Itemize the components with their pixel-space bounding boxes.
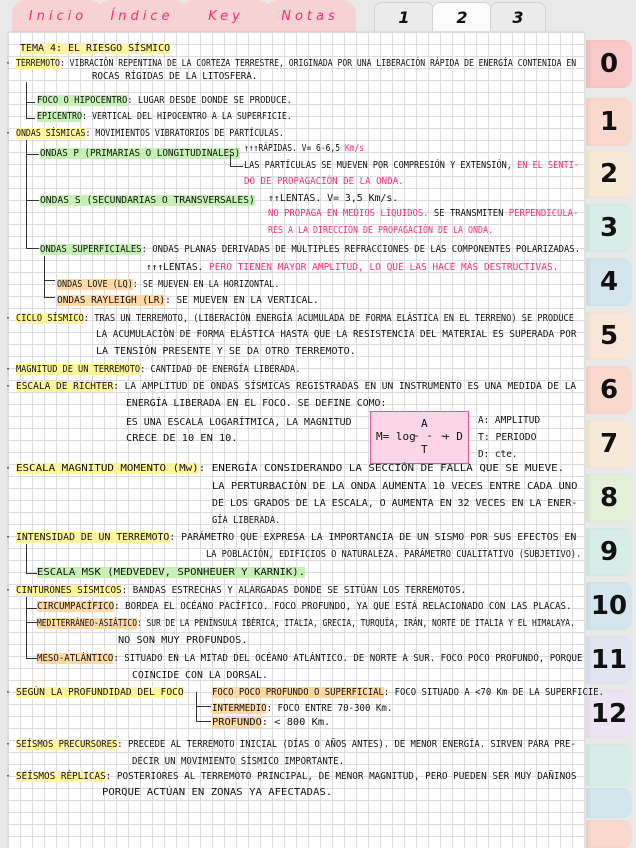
foco-profundo: PROFUNDO: < 800 Km. [212, 717, 331, 728]
intensidad-definition: INTENSIDAD DE UN TERREMOTO: PARÁMETRO QUE EXPRESA LA IMPORTANCIA DE UN SISMO POR SUS EFECTOS EN [16, 532, 577, 543]
precursores-cont: DECIR UN MOVIMIENTO SÍSMICO IMPORTANTE. [132, 756, 345, 767]
ondas-superficiales: ONDAS SUPERFICIALES: ONDAS PLANAS DERIVADAS DE MÚLTIPLES REFRACCIONES DE LAS COMPONENTES POLARIZADAS. [40, 244, 581, 255]
title: TEMA 4: EL RIESGO SÍSMICO [20, 43, 171, 54]
formula-bar: - - - [413, 429, 447, 442]
branch-arrow [230, 154, 243, 167]
legend-amplitud: A: AMPLITUD [478, 415, 541, 426]
mw-cont: LA PERTURBACIÓN DE LA ONDA AUMENTA 10 VECES ENTRE CADA UNO [212, 481, 578, 492]
bullet: · [5, 381, 12, 392]
bullet: · [5, 687, 12, 698]
mediterraneo-cont: NO SON MUY PROFUNDOS. [118, 635, 248, 646]
branch-arrow [26, 100, 35, 119]
branch-arrow [44, 256, 55, 281]
ondas-s-direction: RES A LA DIRECCIÓN DE PROPAGACIÓN DE LA ONDA. [268, 225, 493, 236]
tab-key[interactable]: Key [180, 0, 272, 32]
branch-arrow [26, 140, 39, 155]
side-tab-15[interactable] [586, 820, 632, 848]
bullet: · [5, 771, 12, 782]
side-tab-4[interactable]: 4 [586, 258, 632, 306]
circumpacifico: CIRCUMPACÍFICO: BORDEA EL OCÉANO PACÍFICO. FOCO PROFUNDO, YA QUE ESTÁ RELACIONADO CON LAS PLACAS. [37, 601, 572, 612]
escala-richter: ESCALA DE RICHTER: LA AMPLITUD DE ONDAS SÍSMICAS REGISTRADAS EN UN INSTRUMENTO ES UNA MEDIDA DE LA [16, 381, 577, 392]
side-tab-12[interactable]: 12 [586, 690, 632, 738]
epicentro-definition: EPICENTRO: VERTICAL DEL HIPOCENTRO A LA SUPERFICIE. [37, 111, 292, 122]
meso-cont: COINCIDE CON LA DORSAL. [132, 670, 268, 681]
side-tab-14[interactable] [586, 788, 632, 818]
ciclo-sismico-cont2: LA TENSIÓN PRESENTE Y SE DA OTRO TERREMOTO. [96, 346, 356, 357]
ciclo-sismico: CICLO SÍSMICO: TRAS UN TERREMOTO, (LIBERACIÓN ENERGÍA ACUMULADA DE FORMA ELÁSTICA EN EL TERRENO) SE PRODUCE [16, 313, 574, 324]
terremoto-definition: TERREMOTO: VIBRACIÓN REPENTINA DE LA CORTEZA TERRESTRE, ORIGINADA POR UNA LIBERACIÓN RÁPIDA DE ENERGÍA CONTENIDA EN [16, 58, 577, 69]
bullet: · [5, 128, 12, 139]
ondas-p-speed: ↑↑↑RÁPIDAS. V= 6-6,5 Km/s [244, 143, 365, 154]
branch-arrow [196, 692, 211, 707]
branch-arrow [26, 608, 37, 623]
cinturones-sismicos: CINTURONES SÍSMICOS: BANDAS ESTRECHAS Y ALARGADAS DONDE SE SITÚAN LOS TERREMOTOS. [16, 585, 467, 596]
richter-logaritmica: ES UNA ESCALA LOGARÍTMICA, LA MAGNITUD [126, 417, 352, 428]
ondas-superficiales-lentas: ↑↑↑LENTAS. PERO TIENEN MAYOR AMPLITUD, LO QUE LAS HACE MÁS DESTRUCTIVAS. [146, 262, 559, 273]
replicas-cont: PORQUE ACTÚAN EN ZONAS YA AFECTADAS. [102, 787, 333, 798]
foco-superficial: FOCO POCO PROFUNDO O SUPERFICIAL: FOCO SITUADO A <70 Km DE LA SUPERFICIE. [212, 687, 605, 698]
legend-constante: D: cte. [478, 449, 518, 460]
bullet: · [5, 463, 12, 474]
side-tab-3[interactable]: 3 [586, 204, 632, 252]
ondas-p-label: ONDAS P (PRIMARIAS O LONGITUDINALES) [40, 148, 241, 159]
ondas-p-particles: LAS PARTÍCULAS SE MUEVEN POR COMPRESIÓN Y EXTENSIÓN, EN EL SENTI- [244, 160, 579, 171]
bullet: · [5, 532, 12, 543]
side-tab-9[interactable]: 9 [586, 528, 632, 576]
foco-intermedio: INTERMEDIO: FOCO ENTRE 70-300 Km. [212, 703, 393, 714]
branch-arrow [26, 622, 37, 659]
side-tab-8[interactable]: 8 [586, 474, 632, 522]
side-tab-13[interactable] [586, 744, 632, 786]
branch-arrow [26, 154, 39, 201]
richter-cont: ENERGÍA LIBERADA EN EL FOCO. SE DEFINE COMO: [126, 398, 387, 409]
magnitud-definition: MAGNITUD DE UN TERREMOTO: CANTIDAD DE ENERGÍA LIBERADA. [16, 364, 301, 375]
escala-magnitud-momento: ESCALA MAGNITUD MOMENTO (Mw): ENERGÍA CONSIDERANDO LA SECCIÓN DE FALLA QUE SE MUEVE. [16, 463, 565, 474]
intensidad-cont: LA POBLACIÓN, EDIFICIOS O NATURALEZA. PARÁMETRO CUALITATIVO (SUBJETIVO). [206, 549, 582, 560]
richter-crece: CRECE DE 10 EN 10. [126, 433, 238, 444]
profundidad-foco: SEGÚN LA PROFUNDIDAD DEL FOCO [16, 687, 184, 698]
formula-m: M= log [376, 430, 416, 443]
seismos-replicas: SEÍSMOS RÉPLICAS: POSTERIORES AL TERREMOTO PRINCIPAL, DE MENOR MAGNITUD, PERO PUEDEN SER MUY DAÑINOS [16, 771, 577, 782]
seismos-precursores: SEÍSMOS PRECURSORES: PRECEDE AL TERREMOTO INICIAL (DÍAS O AÑOS ANTES). DE MENOR ENERGÍA. SIRVEN PARA PRE- [16, 739, 576, 750]
mw-cont3: GÍA LIBERADA. [212, 515, 281, 526]
richter-formula-box [370, 411, 469, 464]
ondas-rayleigh: ONDAS RAYLEIGH (LR): SE MUEVEN EN LA VERTICAL. [57, 295, 319, 306]
ondas-love: ONDAS LOVE (LQ): SE MUEVEN EN LA HORIZONTAL. [57, 279, 280, 290]
page-tab-3[interactable]: 3 [490, 2, 546, 31]
formula-tail: + D [443, 430, 463, 443]
bullet: · [5, 585, 12, 596]
side-tab-0[interactable]: 0 [586, 40, 632, 88]
foco-definition: FOCO O HIPOCENTRO: LUGAR DESDE DONDE SE PRODUCE. [37, 95, 292, 106]
side-tab-6[interactable]: 6 [586, 366, 632, 414]
mediterraneo-asiatico: MEDITERRÁNEO-ASIÁTICO: SUR DE LA PENÍNSULA IBÉRICA, ITALIA, GRECIA, TURQUÍA, IRÁN, NORTE DE ITALIA Y EL HIMALAYA. [37, 618, 575, 629]
page-tab-1[interactable]: 1 [374, 2, 434, 31]
terremoto-definition-cont: ROCAS RÍGIDAS DE LA LITOSFERA. [92, 71, 258, 82]
branch-arrow [196, 706, 211, 722]
bullet: · [5, 364, 12, 375]
legend-periodo: T: PERIODO [478, 432, 537, 443]
ondas-s-speed: ↑↑LENTAS. V= 3,5 Km/s. [268, 193, 399, 204]
ondas-s-liquids: NO PROPAGA EN MEDIOS LÍQUIDOS. SE TRANSMITEN PERPENDICULA- [268, 208, 579, 219]
ciclo-sismico-cont: LA ACUMULACIÓN DE FORMA ELÁSTICA HASTA QUE LA RESISTENCIA DEL MATERIAL ES SUPERADA POR [96, 329, 577, 340]
side-tab-5[interactable]: 5 [586, 312, 632, 360]
bullet: · [5, 313, 12, 324]
bullet: · [5, 739, 12, 750]
side-tab-7[interactable]: 7 [586, 420, 632, 468]
tab-indice[interactable]: Índice [96, 0, 188, 32]
formula-a: A [421, 417, 428, 430]
branch-arrow [44, 280, 55, 298]
meso-atlantico: MESO-ATLÁNTICO: SITUADO EN LA MITAD DEL OCÉANO ATLÁNTICO. DE NORTE A SUR. FOCO POCO PROFUNDO, PORQUE [37, 653, 583, 664]
bullet: · [5, 58, 12, 69]
ondas-p-direction: DO DE PROPAGACIÓN DE LA ONDA. [244, 176, 404, 187]
page-tab-2[interactable]: 2 [432, 2, 492, 31]
side-tab-2[interactable]: 2 [586, 150, 632, 198]
formula-t: T [421, 443, 428, 456]
ondas-sismicas-definition: ONDAS SÍSMICAS: MOVIMIENTOS VIBRATORIOS DE PARTÍCULAS. [16, 128, 284, 139]
tab-notas[interactable]: Notas [264, 0, 356, 32]
tab-inicio[interactable]: Inicio [12, 0, 104, 32]
escala-msk: ESCALA MSK (MEDVEDEV, SPONHEUER Y KARNIK). [37, 567, 306, 578]
ondas-s-label: ONDAS S (SECUNDARIAS O TRANSVERSALES) [40, 195, 255, 206]
side-tab-11[interactable]: 11 [586, 636, 632, 684]
branch-arrow [26, 544, 37, 574]
branch-arrow [26, 200, 39, 249]
mw-cont2: DE LOS GRADOS DE LA ESCALA, O AUMENTA EN 32 VECES EN LA ENER- [212, 498, 578, 509]
side-tab-1[interactable]: 1 [586, 98, 632, 146]
side-tab-10[interactable]: 10 [586, 582, 632, 630]
